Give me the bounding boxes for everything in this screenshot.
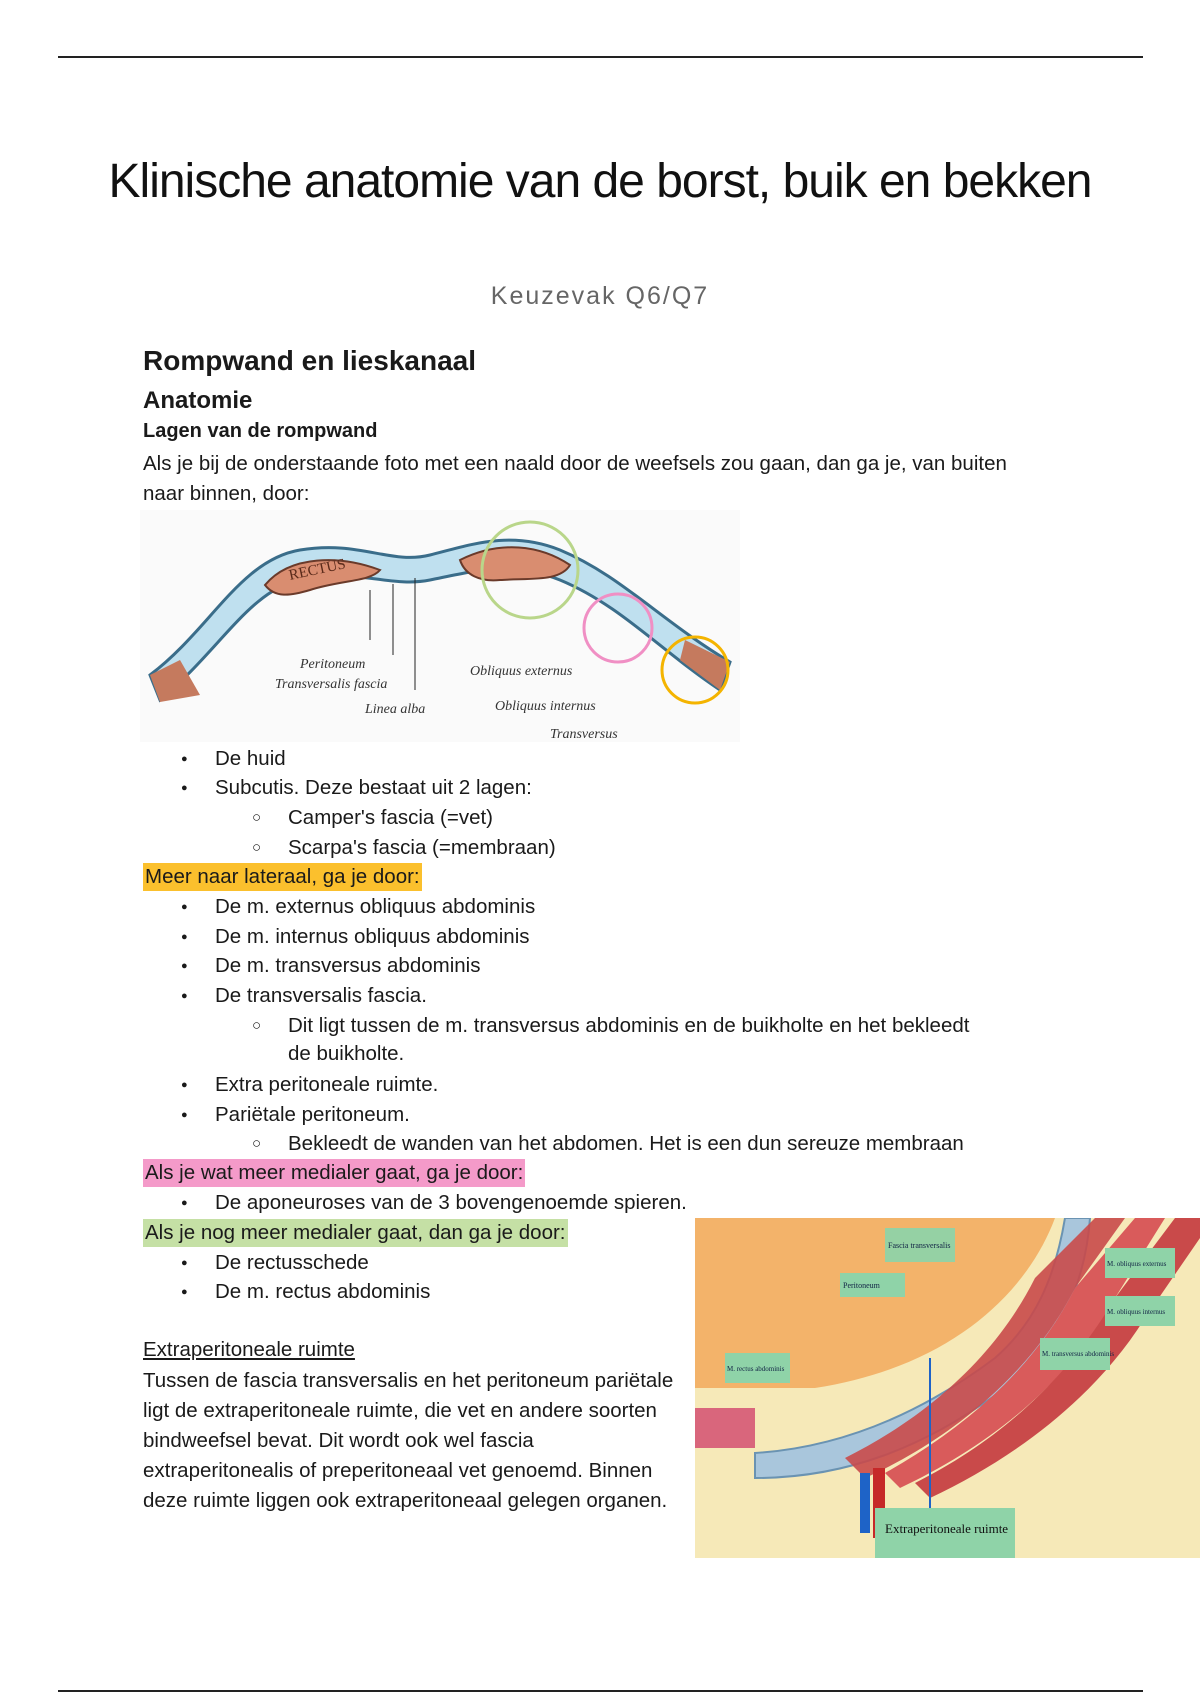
list-item: ● Pariëtale peritoneum. (215, 1101, 410, 1129)
label-transversalis: Transversalis fascia (275, 677, 388, 692)
fig2-label-externus: M. obliquus externus (1107, 1260, 1167, 1268)
label-linea-alba: Linea alba (365, 702, 426, 717)
fig2-label-transversus: M. transversus abdominis (1042, 1350, 1115, 1358)
fig2-label-fascia: Fascia transversalis (888, 1241, 951, 1250)
list-subitem: ○ Camper's fascia (=vet) (288, 804, 493, 832)
rectus-label: RECTUS (287, 556, 348, 584)
page-title: Klinische anatomie van de borst, buik en bekken (108, 155, 1092, 208)
list-item: ● De m. internus obliquus abdominis (215, 923, 530, 951)
label-obliquus-externus: Obliquus externus (470, 664, 573, 679)
subsection-heading: Anatomie (143, 387, 253, 414)
fig2-main-label: Extraperitoneale ruimte (885, 1521, 1009, 1536)
label-peritoneum: Peritoneum (300, 657, 366, 672)
page-subtitle: Keuzevak Q6/Q7 (490, 282, 710, 310)
bottom-rule (58, 1690, 1143, 1692)
list-subitem: ○ Scarpa's fascia (=membraan) (288, 834, 556, 862)
fig2-label-rectus: M. rectus abdominis (727, 1365, 785, 1373)
intro-paragraph: Als je bij de onderstaande foto met een naald door de weefsels zou gaan, dan ga je, van buiten naar binnen, door: (143, 452, 1007, 505)
extraperitoneal-paragraph: Tussen de fascia transversalis en het peritoneum pariëtale ligt de extraperitoneale ruimte, die vet en andere soorten bindweefsel bevat. Dit wordt ook wel fascia extraperitonealis of preperitoneaal vet genoemd. Binnen deze ruimte liggen ook extraperitoneaal gelegen organen. (143, 1369, 674, 1512)
list-item: ● De m. externus obliquus abdominis (215, 893, 535, 921)
list-item: ● Extra peritoneale ruimte. (215, 1071, 438, 1099)
list-item: ● De huid (215, 745, 286, 773)
more-medial-heading: Als je nog meer medialer gaat, dan ga je door: (143, 1219, 568, 1247)
abdominal-wall-figure (140, 510, 740, 742)
list-subitem: ○ Dit ligt tussen de m. transversus abdominis en de buikholte en het bekleedt de buikholte. (288, 1012, 988, 1068)
list-item: ● De m. transversus abdominis (215, 952, 480, 980)
extraperitoneal-figure (695, 1218, 1200, 1558)
list-subitem: ○ Bekleedt de wanden van het abdomen. Het is een dun sereuze membraan (288, 1130, 964, 1158)
section-heading: Rompwand en lieskanaal (143, 345, 476, 376)
fig2-label-internus: M. obliquus internus (1107, 1308, 1166, 1316)
label-obliquus-internus: Obliquus internus (495, 699, 596, 714)
list-item: ● De transversalis fascia. (215, 982, 427, 1010)
label-transversus: Transversus (550, 727, 618, 742)
list-item: ● Subcutis. Deze bestaat uit 2 lagen: (215, 774, 532, 802)
subsubsection-heading: Lagen van de rompwand (143, 420, 378, 442)
list-item: ● De aponeuroses van de 3 bovengenoemde spieren. (215, 1189, 687, 1217)
top-rule (58, 56, 1143, 58)
medial-heading: Als je wat meer medialer gaat, ga je door: (143, 1159, 525, 1187)
list-item: ● De rectusschede (215, 1249, 369, 1277)
lateral-heading: Meer naar lateraal, ga je door: (143, 863, 422, 891)
list-item: ● De m. rectus abdominis (215, 1278, 430, 1306)
extraperitoneal-heading: Extraperitoneale ruimte (143, 1338, 355, 1361)
fig2-label-peritoneum: Peritoneum (843, 1281, 880, 1290)
